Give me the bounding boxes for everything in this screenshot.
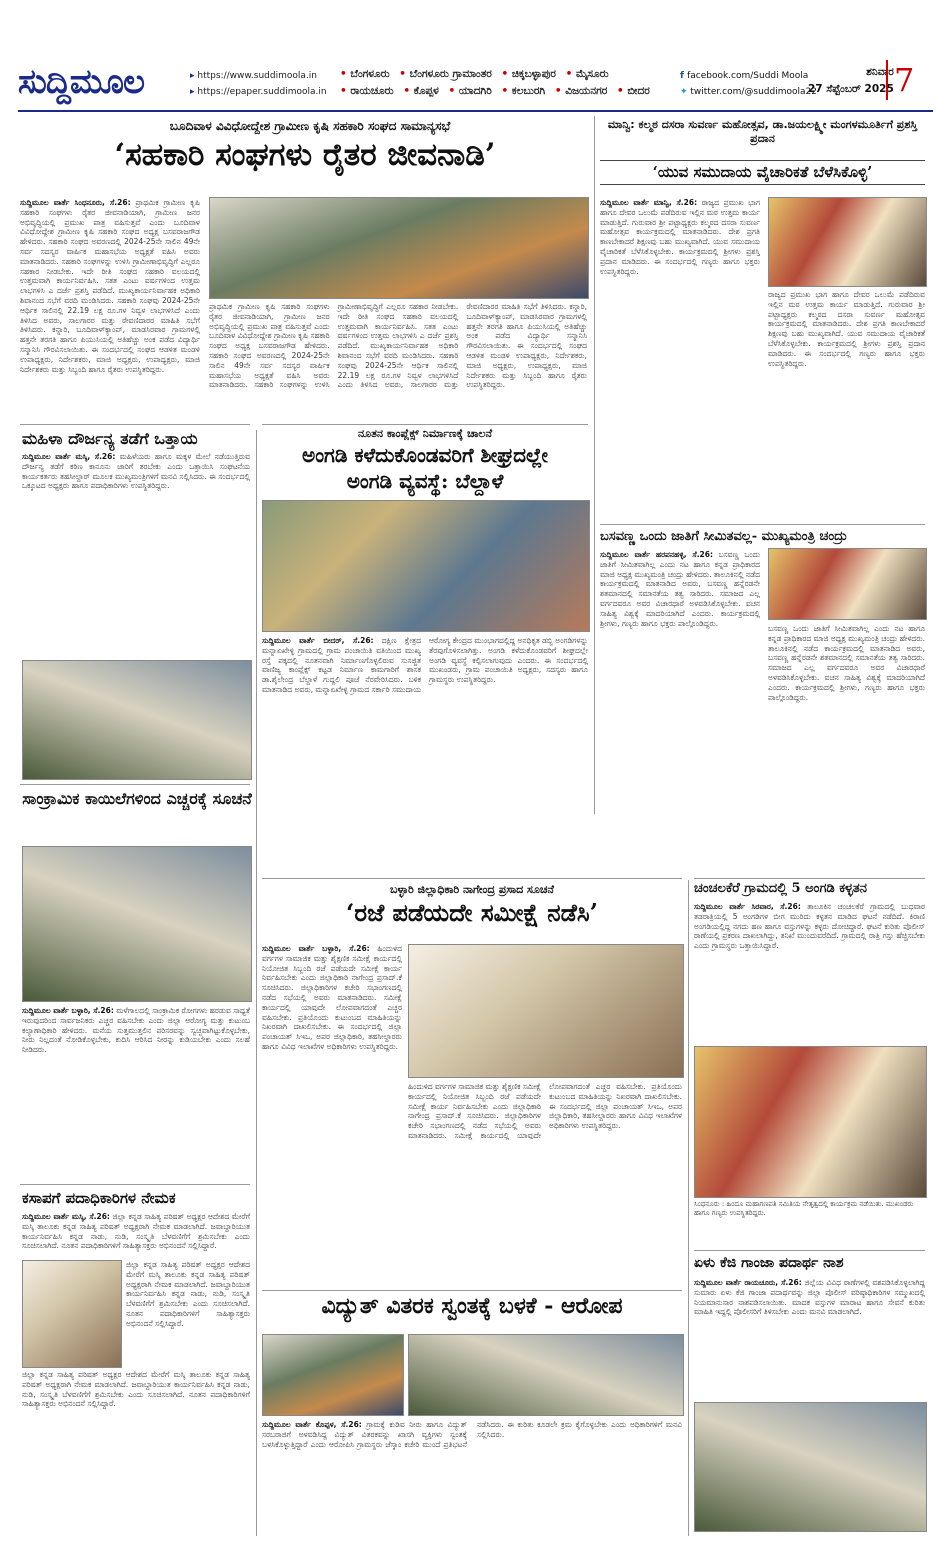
story-kicker: ಬಳ್ಳಾರಿ ಜಿಲ್ಲಾಧಿಕಾರಿ ನಾಗೇಂದ್ರ ಪ್ರಸಾದ ಸೂಚನೆ <box>390 883 554 896</box>
story-text: ಜಿಲ್ಲಾ ಕನ್ನಡ ಸಾಹಿತ್ಯ ಪರಿಷತ್ ಅಧ್ಯಕ್ಷರ ಆದೇಶದ ಮೇರೆಗೆ ಮಸ್ಕಿ ತಾಲೂಕು ಕನ್ನಡ ಸಾಹಿತ್ಯ ಪರಿಷತ್ ಅಧ್ಯಕ್ಷರಾಗಿ ನೇಮಕ ಮಾಡಲಾಗಿದೆ. ಜವಾಬ್ದಾರಿಯುತ ಕಾರ್ಯನಿರ್ವಹಿಸಿ ಕನ್ನಡ ನಾಡು, ನುಡಿ, ಸಂಸ್ಕೃತಿ ಬೆಳವಣಿಗೆಗೆ ಶ್ರಮಿಸಬೇಕು ಎಂದು ಸೂಚಿಸಲಾಗಿದೆ. ನೂತನ ಪದಾಧಿಕಾರಿಗಳಿಗೆ ಸಾಹಿತ್ಯಾಸಕ್ತರು ಅಭಿನಂದನೆ ಸಲ್ಲಿಸಿದ್ದಾರೆ. <box>126 1260 250 1328</box>
story-text: ತಾಲೂಕಿನ ಚಂಚಲಕೆರೆ ಗ್ರಾಮದಲ್ಲಿ ಬುಧವಾರ ತಡರಾತ್ರಿಯಲ್ಲಿ 5 ಅಂಗಡಿಗಳ ಬೀಗ ಮುರಿದು ಕಳ್ಳತನ ಮಾಡಿದ ಘಟನೆ ನಡೆದಿದೆ. ಕಿರಾಣಿ ಅಂಗಡಿಯಲ್ಲಿದ್ದ ನಗದು ಹಣ ಹಾಗೂ ವಸ್ತುಗಳನ್ನು ಕಳ್ಳರು ದೋಚಿದ್ದಾರೆ. ಘಟನೆ ಕುರಿತು ಪೊಲೀಸ್ ಠಾಣೆಯಲ್ಲಿ ಪ್ರಕರಣ ದಾಖಲಾಗಿದ್ದು, ತನಿಖೆ ಮುಂದುವರೆದಿದೆ. ಗ್ರಾಮದಲ್ಲಿ ರಾತ್ರಿ ಗಸ್ತು ಹೆಚ್ಚಿಸಬೇಕು ಎಂದು ಗ್ರಾಮಸ್ಥರು ಒತ್ತಾಯಿಸಿದ್ದಾರೆ. <box>694 902 925 951</box>
city-edition: • ರಾಯಚೂರು <box>340 85 394 97</box>
story-headline: ಏಳು ಕೆಜಿ ಗಾಂಜಾ ಪದಾರ್ಥ ನಾಶ <box>694 1255 844 1271</box>
story-body-continued <box>22 1370 250 1530</box>
city-edition: • ಬೀದರ <box>617 85 650 97</box>
story-photo <box>408 1334 684 1416</box>
city-edition: • ಕೊಪ್ಪಳ <box>403 85 438 97</box>
story-body <box>694 1278 925 1398</box>
story-headline: ಚಂಚಲಕೆರೆ ಗ್ರಾಮದಲ್ಲಿ 5 ಅಂಗಡಿ ಕಳ್ಳತನ <box>694 881 868 896</box>
story-body-continued <box>126 1260 250 1366</box>
city-edition: • ಬೆಂಗಳೂರು <box>340 68 390 80</box>
story-photo <box>262 500 590 632</box>
portrait-photo <box>22 1260 122 1368</box>
weekday: ಶನಿವಾರ <box>866 66 894 78</box>
story-photo <box>768 548 927 620</box>
city-edition: • ಕಲಬುರಗಿ <box>502 85 546 97</box>
story-headline-line2: ಅಂಗಡಿ ವ್ಯವಸ್ಥೆ: ಬೆಲ್ದಾಳೆ <box>346 469 504 493</box>
story-text: ಹಿಂದುಳಿದ ವರ್ಗಗಳ ಸಾಮಾಜಿಕ ಮತ್ತು ಶೈಕ್ಷಣಿಕ ಸಮೀಕ್ಷೆ ಕಾರ್ಯದಲ್ಲಿ ನಿಯೋಜಿತ ಸಿಬ್ಬಂದಿ ರಜೆ ಪಡೆಯದೇ ಸಮೀಕ್ಷೆ ಕಾರ್ಯ ನಿರ್ವಹಿಸಬೇಕು ಎಂದು ಜಿಲ್ಲಾಧಿಕಾರಿ ನಾಗೇಂದ್ರ ಪ್ರಸಾದ್.ಕೆ ಸೂಚಿಸಿದರು. ಜಿಲ್ಲಾಧಿಕಾರಿಗಳ ಕಚೇರಿ ಸಭಾಂಗಣದಲ್ಲಿ ನಡೆದ ಸಭೆಯಲ್ಲಿ ಅವರು ಮಾತನಾಡಿದರು. ಸಮೀಕ್ಷೆ ಕಾರ್ಯದಲ್ಲಿ ಯಾವುದೇ ಲೋಪವಾಗದಂತೆ ಎಚ್ಚರ ವಹಿಸಬೇಕು. ಪ್ರತಿಯೊಂದು ಕುಟುಂಬದ ಮಾಹಿತಿಯನ್ನು ನಿಖರವಾಗಿ ದಾಖಲಿಸಬೇಕು. ಈ ಸಂದರ್ಭದಲ್ಲಿ ಜಿಲ್ಲಾ ಪಂಚಾಯತ್ ಸಿಇಒ, ಅಪರ ಜಿಲ್ಲಾಧಿಕಾರಿ, ತಹಸೀಲ್ದಾರರು ಹಾಗೂ ವಿವಿಧ ಇಲಾಖೆಗಳ ಅಧಿಕಾರಿಗಳು ಉಪಸ್ಥಿತರಿದ್ದರು. <box>262 944 402 1051</box>
story-headline: ವಿದ್ಯುತ್ ವಿತರಕ ಸ್ವಂತಕ್ಕೆ ಬಳಕೆ - ಆರೋಪ <box>321 1293 623 1319</box>
story-body-continued <box>209 302 587 420</box>
story-byline: ಸುದ್ದಿಮೂಲ ವಾರ್ತೆ ಸಿಂಧನೂರು, ಸೆ.26: <box>20 198 131 207</box>
story-text: ರಾಜ್ಯದ ಪ್ರಮುಖ ಭಾಗ ಹಾಗೂ ದೇವರ ಒಲುಮೆ ಪಡೆದಿರುವ ಇಲ್ಲಿನ ಮಠ ಉತ್ತಮ ಕಾರ್ಯ ಮಾಡುತ್ತಿದೆ. ಗುರುವಾರ ಶ್ರೀ ಪಟ್ಟಾಧ್ಯಕ್ಷರು ಕಲ್ಮಠದ ದಸರಾ ಸುವರ್ಣ ಮಹೋತ್ಸವ ಕಾರ್ಯಕ್ರಮದಲ್ಲಿ ಮಾತನಾಡಿದರು. ದೇಶ ಪ್ರಗತಿ ಕಾಣಬೇಕಾದರೆ ಶಿಕ್ಷಣವು ಬಹು ಮುಖ್ಯವಾಗಿದೆ. ಯುವ ಸಮುದಾಯ ವೈಚಾರಿಕತೆ ಬೆಳೆಸಿಕೊಳ್ಳಬೇಕು. ಕಾರ್ಯಕ್ರಮದಲ್ಲಿ ಶ್ರೀಗಳು ಪ್ರಶಸ್ತಿ ಪ್ರದಾನ ಮಾಡಿದರು. ಈ ಸಂದರ್ಭದಲ್ಲಿ ಗಣ್ಯರು ಹಾಗೂ ಭಕ್ತರು ಉಪಸ್ಥಿತರಿದ್ದರು. <box>768 290 925 368</box>
section-divider <box>20 1184 250 1185</box>
story-body <box>262 1420 682 1530</box>
story-headline: ‘ಯುವ ಸಮುದಾಯ ವೈಚಾರಿಕತೆ ಬೆಳೆಸಿಕೊಳ್ಳಿ’ <box>600 160 925 185</box>
story-photo <box>209 197 589 299</box>
story-byline: ಸುದ್ದಿಮೂಲ ವಾರ್ತೆ ಹರಪನಹಳ್ಳಿ, ಸೆ.26: <box>600 550 713 559</box>
story-byline: ಸುದ್ದಿಮೂಲ ವಾರ್ತೆ ಬಳ್ಳಾರಿ, ಸೆ.26: <box>262 944 370 953</box>
story-text: ಜಿಲ್ಲಾ ಕನ್ನಡ ಸಾಹಿತ್ಯ ಪರಿಷತ್ ಅಧ್ಯಕ್ಷರ ಆದೇಶದ ಮೇರೆಗೆ ಮಸ್ಕಿ ತಾಲೂಕು ಕನ್ನಡ ಸಾಹಿತ್ಯ ಪರಿಷತ್ ಅಧ್ಯಕ್ಷರಾಗಿ ನೇಮಕ ಮಾಡಲಾಗಿದೆ. ಜವಾಬ್ದಾರಿಯುತ ಕಾರ್ಯನಿರ್ವಹಿಸಿ ಕನ್ನಡ ನಾಡು, ನುಡಿ, ಸಂಸ್ಕೃತಿ ಬೆಳವಣಿಗೆಗೆ ಶ್ರಮಿಸಬೇಕು ಎಂದು ಸೂಚಿಸಲಾಗಿದೆ. ನೂತನ ಪದಾಧಿಕಾರಿಗಳಿಗೆ ಸಾಹಿತ್ಯಾಸಕ್ತರು ಅಭಿನಂದನೆ ಸಲ್ಲಿಸಿದ್ದಾರೆ. <box>22 1212 250 1251</box>
story-photo <box>694 1402 927 1532</box>
story-body <box>22 452 250 652</box>
story-byline: ಸುದ್ದಿಮೂಲ ವಾರ್ತೆ ಬೀದರ್, ಸೆ.26: <box>262 636 374 645</box>
story-headline: ಸಾಂಕ್ರಾಮಿಕ ಕಾಯಿಲೆಗಳಿಂದ ಎಚ್ಚರಕ್ಕೆ ಸೂಚನೆ <box>22 789 252 808</box>
epaper-link[interactable]: ▸ https://epaper.suddimoola.in <box>190 84 327 100</box>
twitter-icon: ✦ <box>680 87 691 97</box>
story-photo <box>768 197 927 287</box>
story-headline: ‘ಸಹಕಾರಿ ಸಂಘಗಳು ರೈತರ ಜೀವನಾಡಿ’ <box>114 137 496 173</box>
story-headline: ಮಹಿಳಾ ದೌರ್ಜನ್ಯ ತಡೆಗೆ ಒತ್ತಾಯ <box>22 429 198 448</box>
story-byline: ಸುದ್ದಿಮೂಲ ವಾರ್ತೆ ಬಳ್ಳಾರಿ, ಸೆ.26: <box>22 1006 114 1015</box>
story-text: ಪ್ರಾಥಮಿಕ ಗ್ರಾಮೀಣ ಕೃಷಿ ಸಹಕಾರಿ ಸಂಘಗಳು ರೈತರ ಜೀವನಾಡಿಯಾಗಿ, ಗ್ರಾಮೀಣ ಜನರ ಅಭಿವೃದ್ಧಿಯಲ್ಲಿ ಪ್ರಮುಖ ಪಾತ್ರ ವಹಿಸುತ್ತವೆ ಎಂದು ಬೂದಿವಾಳ ವಿವಿಧೋದ್ದೇಶ ಗ್ರಾಮೀಣ ಕೃಷಿ ಸಹಕಾರಿ ಸಂಘದ ಅಧ್ಯಕ್ಷ ಬಸವರಾಜಗೌಡ ಹೇಳಿದರು. ಸಹಕಾರಿ ಸಂಘದ ಅವರಣದಲ್ಲಿ 2024-25ನೇ ಸಾಲಿನ 49ನೇ ಸರ್ವ ಸದಸ್ಯರ ವಾರ್ಷಿಕ ಮಹಾಸಭೆಯ ಅಧ್ಯಕ್ಷತೆ ವಹಿಸಿ ಅವರು ಮಾತನಾಡಿದರು. ಸಹಕಾರಿ ಸಂಘಗಳನ್ನು ಉಳಿಸಿ ಗ್ರಾಮೀಣಾಭಿವೃದ್ಧಿಗೆ ಎಲ್ಲರೂ ಸಹಕಾರ ನೀಡಬೇಕು. ಇದೇ ರೀತಿ ಸಂಘದ ಸಹಕಾರಿ ವಲಯದಲ್ಲಿ ಉತ್ತಮವಾಗಿ ಕಾರ್ಯನಿರ್ವಹಿಸಿ. ಸತತ ಎಂಟು ವರ್ಷಗಳಿಂದ ಉತ್ತಮ ಲಾಭಗಳಿಸಿ ಎ ದರ್ಜೆ ಪ್ರಶಸ್ತಿ ಪಡೆದಿದೆ. ಮುಖ್ಯಕಾರ್ಯನಿರ್ವಾಹಕ ಅಧಿಕಾರಿ ಶಿವಾನಂದ ಸಭೆಗೆ ವರದಿ ಮಂಡಿಸಿದರು. ಸಹಕಾರಿ ಸಂಘವು 2024-25ನೇ ಆರ್ಥಿಕ ಸಾಲಿನಲ್ಲಿ 22.19 ಲಕ್ಷ ರೂ.ಗಳ ನಿವ್ವಳ ಲಾಭಗಳಿಸಿದೆ ಎಂದು ತಿಳಿಸಿದ ಅವರು, ಸಾಲಗಾರರ ಮತ್ತು ಠೇವಣಿದಾರರ ಮಾಹಿತಿ ಸಭೆಗೆ ತಿಳಿಸಿದರು. ಕನ್ನಾರಿ, ಬೂದಿವಾಳ್‌ಕ್ಯಾಂಪ್, ಮಾಡಸಿರವಾರ ಗ್ರಾಮಗಳಲ್ಲಿ ಹತ್ತನೇ ತರಗತಿ ಹಾಗೂ ಪಿಯುಸಿಯಲ್ಲಿ ಅತಿಹೆಚ್ಚು ಅಂಕ ಪಡೆದ ವಿದ್ಯಾರ್ಥಿ ಸನ್ಮಾನಿಸಿ ಗೌರವಿಸಲಾಯಿತು. ಈ ಸಂದರ್ಭದಲ್ಲಿ ಸಂಘದ ಆಡಳಿತ ಮಂಡಳಿ ಉಪಾಧ್ಯಕ್ಷರು, ನಿರ್ದೇಶಕರು, ಮಾಜಿ ಅಧ್ಯಕ್ಷರು, ಉಪಾಧ್ಯಕ್ಷರು, ಮಾಜಿ ನಿರ್ದೇಶಕರು ಮತ್ತು ಸಿಬ್ಬಂದಿ ಹಾಗೂ ರೈತರು ಉಪಸ್ಥಿತರಿದ್ದರು. <box>209 302 587 390</box>
story-body-continued <box>768 290 925 518</box>
story-body <box>600 550 760 870</box>
masthead-divider <box>18 110 933 112</box>
story-byline: ಸುದ್ದಿಮೂಲ ವಾರ್ತೆ ಮಸ್ಕಿ, ಸೆ.26: <box>22 452 116 461</box>
story-body <box>600 198 760 518</box>
story-text: ಬಸವಣ್ಣ ಒಂದು ಜಾತಿಗೆ ಸೀಮಿತವಾಗಿಲ್ಲ ಎಂದು ನಟ ಹಾಗೂ ಕನ್ನಡ ಪ್ರಾಧಿಕಾರದ ಮಾಜಿ ಅಧ್ಯಕ್ಷ ಮುಖ್ಯಮಂತ್ರಿ ಚಂದ್ರು ಹೇಳಿದರು. ತಾಲೂಕಿನಲ್ಲಿ ನಡೆದ ಕಾರ್ಯಕ್ರಮದಲ್ಲಿ ಮಾತನಾಡಿದ ಅವರು, ಬಸವಣ್ಣ ಹನ್ನೆರಡನೇ ಶತಮಾನದಲ್ಲಿ ಸಮಾನತೆಯ ತತ್ವ ಸಾರಿದರು. ಸಮಾಜದ ಎಲ್ಲ ವರ್ಗದವರೂ ಅವರ ವಿಚಾರಧಾರೆ ಅಳವಡಿಸಿಕೊಳ್ಳಬೇಕು. ವಚನ ಸಾಹಿತ್ಯ ವಿಶ್ವಕ್ಕೆ ಮಾದರಿಯಾಗಿದೆ ಎಂದರು. ಕಾರ್ಯಕ್ರಮದಲ್ಲಿ ಶ್ರೀಗಳು, ಗಣ್ಯರು ಹಾಗೂ ಭಕ್ತರು ಪಾಲ್ಗೊಂಡಿದ್ದರು. <box>600 550 760 628</box>
story-body <box>20 198 200 418</box>
section-divider <box>600 524 925 525</box>
story-text: ಹಿಂದುಳಿದ ವರ್ಗಗಳ ಸಾಮಾಜಿಕ ಮತ್ತು ಶೈಕ್ಷಣಿಕ ಸಮೀಕ್ಷೆ ಕಾರ್ಯದಲ್ಲಿ ನಿಯೋಜಿತ ಸಿಬ್ಬಂದಿ ರಜೆ ಪಡೆಯದೇ ಸಮೀಕ್ಷೆ ಕಾರ್ಯ ನಿರ್ವಹಿಸಬೇಕು ಎಂದು ಜಿಲ್ಲಾಧಿಕಾರಿ ನಾಗೇಂದ್ರ ಪ್ರಸಾದ್.ಕೆ ಸೂಚಿಸಿದರು. ಜಿಲ್ಲಾಧಿಕಾರಿಗಳ ಕಚೇರಿ ಸಭಾಂಗಣದಲ್ಲಿ ನಡೆದ ಸಭೆಯಲ್ಲಿ ಅವರು ಮಾತನಾಡಿದರು. ಸಮೀಕ್ಷೆ ಕಾರ್ಯದಲ್ಲಿ ಯಾವುದೇ ಲೋಪವಾಗದಂತೆ ಎಚ್ಚರ ವಹಿಸಬೇಕು. ಪ್ರತಿಯೊಂದು ಕುಟುಂಬದ ಮಾಹಿತಿಯನ್ನು ನಿಖರವಾಗಿ ದಾಖಲಿಸಬೇಕು. ಈ ಸಂದರ್ಭದಲ್ಲಿ ಜಿಲ್ಲಾ ಪಂಚಾಯತ್ ಸಿಇಒ, ಅಪರ ಜಿಲ್ಲಾಧಿಕಾರಿ, ತಹಸೀಲ್ದಾರರು ಹಾಗೂ ವಿವಿಧ ಇಲಾಖೆಗಳ ಅಧಿಕಾರಿಗಳು ಉಪಸ್ಥಿತರಿದ್ದರು. <box>408 1082 682 1140</box>
story-kicker: ನೂತನ ಕಾಂಪ್ಲೆಕ್ಸ್ ನಿರ್ಮಾಣಕ್ಕೆ ಚಾಲನೆ <box>357 427 493 440</box>
story-body <box>262 944 402 1244</box>
section-divider <box>20 784 250 785</box>
story-text: ಗ್ರಾಮಕ್ಕೆ ಕುಡಿವ ನೀರು ಹಾಗೂ ವಿದ್ಯುತ್ ಸರಬರಾಜಿಗೆ ಅಳವಡಿಸಿದ್ದ ವಿದ್ಯುತ್ ವಿತರಕವನ್ನು ಖಾಸಗಿ ವ್ಯಕ್ತಿಗಳು ಸ್ವಂತಕ್ಕೆ ಬಳಸಿಕೊಳ್ಳುತ್ತಿದ್ದಾರೆ ಎಂದು ಆರೋಪಿಸಿ ಗ್ರಾಮಸ್ಥರು ಜೆಸ್ಕಾಂ ಕಚೇರಿ ಮುಂದೆ ಪ್ರತಿಭಟನೆ ನಡೆಸಿದರು. ಈ ಕುರಿತು ಕೂಡಲೇ ಕ್ರಮ ಕೈಗೊಳ್ಳಬೇಕು ಎಂದು ಅಧಿಕಾರಿಗಳಿಗೆ ಮನವಿ ಸಲ್ಲಿಸಿದರು. <box>262 1420 682 1449</box>
story-photo <box>22 846 252 1002</box>
story-byline: ಸುದ್ದಿಮೂಲ ವಾರ್ತೆ ಮಾನ್ವಿ, ಸೆ.26: <box>600 198 698 207</box>
masthead <box>18 60 933 106</box>
story-headline: ಕಸಾಪಗೆ ಪದಾಧಿಕಾರಿಗಳ ನೇಮಕ <box>22 1189 176 1207</box>
story-body <box>262 636 588 808</box>
column-divider <box>256 430 257 1536</box>
story-text: ದಕ್ಷಿಣ ಕ್ಷೇತ್ರದ ಮನ್ನಾಏಖೇಳ್ಳಿ ಗ್ರಾಮದಲ್ಲಿ ಗ್ರಾಮ ಪಂಚಾಯಿತಿ ವತಿಯಿಂದ ಮುಖ್ಯ ರಸ್ತೆ ಪಕ್ಕದಲ್ಲಿ ನೂತನವಾಗಿ ನಿರ್ಮಾಣಗೊಳ್ಳಲಿರುವ ಸುಸಜ್ಜಿತ ವಾಣಿಜ್ಯ ಕಾಂಪ್ಲೆಕ್ಸ್ ಕಟ್ಟಡ ನಿರ್ಮಾಣ ಕಾಮಗಾರಿಗೆ ಶಾಸಕ ಡಾ.ಶೈಲೇಂದ್ರ ಬೆಲ್ದಾಳೆ ಗುದ್ದಲಿ ಪೂಜೆ ನೆರವೇರಿಸಿದರು. ಬಳಿಕ ಮಾತನಾಡಿದ ಅವರು, ಮನ್ನಾಏಖೇಳ್ಳಿ ಗ್ರಾಮದ ಸರ್ಕಾರಿ ಸಮುದಾಯ ಆರೋಗ್ಯ ಕೇಂದ್ರದ ಮುಂಭಾಗದಲ್ಲಿದ್ದ ಅನಧಿಕೃತ ಡಬ್ಬಿ ಅಂಗಡಿಗಳನ್ನು ತೆರವುಗೊಳಿಸಲಾಗಿತ್ತು. ಅಂಗಡಿ ಕಳೆದುಕೊಂಡವರಿಗೆ ಶೀಘ್ರದಲ್ಲೇ ಅಂಗಡಿ ವ್ಯವಸ್ಥೆ ಕಲ್ಪಿಸಲಾಗುವುದು ಎಂದರು. ಈ ಸಂದರ್ಭದಲ್ಲಿ ಮುಖಂಡರು, ಗ್ರಾಮ ಪಂಚಾಯಿತಿ ಅಧ್ಯಕ್ಷರು, ಸದಸ್ಯರು ಹಾಗೂ ಗ್ರಾಮಸ್ಥರು ಉಪಸ್ಥಿತರಿದ್ದರು. <box>262 636 588 694</box>
story-byline: ಸುದ್ದಿಮೂಲ ವಾರ್ತೆ ಸಿರವಾರ, ಸೆ.26: <box>694 902 801 911</box>
photo-caption: ಸಿಂಧನೂರು : ಹಿಂದೂ ಮಹಾಗಣಪತಿ ಸಮಿತಿಯ ನೇತೃತ್ವದಲ್ಲಿ ಕಾರ್ಯಕ್ರಮ ನಡೆಯಿತು. ಮುಖಂಡರು ಹಾಗೂ ಗಣ್ಯರು ಉಪಸ್ಥಿತರಿದ್ದರು. <box>694 1200 914 1217</box>
section-divider <box>694 878 925 879</box>
story-photo <box>262 1334 404 1416</box>
story-text: ಮಹಿಳೆಯರು ಹಾಗೂ ಮಕ್ಕಳ ಮೇಲೆ ನಡೆಯುತ್ತಿರುವ ದೌರ್ಜನ್ಯ ತಡೆಗೆ ಕಠಿಣ ಕಾನೂನು ಜಾರಿಗೆ ತರಬೇಕು ಎಂದು ಒತ್ತಾಯಿಸಿ ಸಂಘಟನೆಯ ಕಾರ್ಯಕರ್ತರು ತಹಸೀಲ್ದಾರ್ ಮೂಲಕ ಮುಖ್ಯಮಂತ್ರಿಗಳಿಗೆ ಮನವಿ ಸಲ್ಲಿಸಿದರು. ಈ ಸಂದರ್ಭದಲ್ಲಿ ಒಕ್ಕೂಟದ ಅಧ್ಯಕ್ಷರು ಹಾಗೂ ಪದಾಧಿಕಾರಿಗಳು ಉಪಸ್ಥಿತರಿದ್ದರು. <box>22 452 250 491</box>
story-body <box>694 902 925 1040</box>
story-text: ಬಸವಣ್ಣ ಒಂದು ಜಾತಿಗೆ ಸೀಮಿತವಾಗಿಲ್ಲ ಎಂದು ನಟ ಹಾಗೂ ಕನ್ನಡ ಪ್ರಾಧಿಕಾರದ ಮಾಜಿ ಅಧ್ಯಕ್ಷ ಮುಖ್ಯಮಂತ್ರಿ ಚಂದ್ರು ಹೇಳಿದರು. ತಾಲೂಕಿನಲ್ಲಿ ನಡೆದ ಕಾರ್ಯಕ್ರಮದಲ್ಲಿ ಮಾತನಾಡಿದ ಅವರು, ಬಸವಣ್ಣ ಹನ್ನೆರಡನೇ ಶತಮಾನದಲ್ಲಿ ಸಮಾನತೆಯ ತತ್ವ ಸಾರಿದರು. ಸಮಾಜದ ಎಲ್ಲ ವರ್ಗದವರೂ ಅವರ ವಿಚಾರಧಾರೆ ಅಳವಡಿಸಿಕೊಳ್ಳಬೇಕು. ವಚನ ಸಾಹಿತ್ಯ ವಿಶ್ವಕ್ಕೆ ಮಾದರಿಯಾಗಿದೆ ಎಂದರು. ಕಾರ್ಯಕ್ರಮದಲ್ಲಿ ಶ್ರೀಗಳು, ಗಣ್ಯರು ಹಾಗೂ ಭಕ್ತರು ಪಾಲ್ಗೊಂಡಿದ್ದರು. <box>768 624 925 702</box>
newspaper-logo: ಸುದ್ದಿಮೂಲ <box>18 62 144 102</box>
story-body <box>22 1212 250 1256</box>
section-divider <box>262 1290 682 1291</box>
city-editions <box>340 66 670 100</box>
story-byline: ಸುದ್ದಿಮೂಲ ವಾರ್ತೆ ರಾಯಚೂರು, ಸೆ.26: <box>694 1278 802 1287</box>
story-kicker: ಮಾನ್ವಿ: ಕಲ್ಮಠ ದಸರಾ ಸುವರ್ಣ ಮಹೋತ್ಸವ, ಡಾ.ಜಯಲಕ್ಷ್ಮೀ ಮಂಗಳಮೂರ್ತಿಗೆ ಪ್ರಶಸ್ತಿ ಪ್ರದಾನ <box>607 118 918 145</box>
story-byline: ಸುದ್ದಿಮೂಲ ವಾರ್ತೆ ಮಸ್ಕಿ, ಸೆ.26: <box>22 1212 110 1221</box>
section-divider <box>694 1250 925 1251</box>
story-text: ಜಿಲ್ಲೆಯ ವಿವಿಧ ಠಾಣೆಗಳಲ್ಲಿ ವಶಪಡಿಸಿಕೊಳ್ಳಲಾಗಿದ್ದ ಸುಮಾರು ಏಳು ಕೆಜಿ ಗಾಂಜಾ ಪದಾರ್ಥವನ್ನು ಜಿಲ್ಲಾ ಪೊಲೀಸ್ ವರಿಷ್ಠಾಧಿಕಾರಿಗಳ ಸಮ್ಮುಖದಲ್ಲಿ ನಿಯಮಾನುಸಾರ ನಾಶಪಡಿಸಲಾಯಿತು. ಮಾದಕ ವಸ್ತುಗಳ ಮಾರಾಟ ಹಾಗೂ ಸೇವನೆ ಕುರಿತು ಮಾಹಿತಿ ಇದ್ದಲ್ಲಿ ಪೊಲೀಸರಿಗೆ ತಿಳಿಸಬೇಕು ಎಂದು ಮನವಿ ಮಾಡಲಾಗಿದೆ. <box>694 1278 925 1317</box>
story-photo <box>408 944 684 1078</box>
date-block <box>808 64 894 98</box>
story-headline: ‘ರಜೆ ಪಡೆಯದೇ ಸಮೀಕ್ಷೆ ನಡೆಸಿ’ <box>346 898 598 927</box>
column-divider <box>594 116 595 814</box>
website-links <box>190 68 327 100</box>
story-text: ರಾಜ್ಯದ ಪ್ರಮುಖ ಭಾಗ ಹಾಗೂ ದೇವರ ಒಲುಮೆ ಪಡೆದಿರುವ ಇಲ್ಲಿನ ಮಠ ಉತ್ತಮ ಕಾರ್ಯ ಮಾಡುತ್ತಿದೆ. ಗುರುವಾರ ಶ್ರೀ ಪಟ್ಟಾಧ್ಯಕ್ಷರು ಕಲ್ಮಠದ ದಸರಾ ಸುವರ್ಣ ಮಹೋತ್ಸವ ಕಾರ್ಯಕ್ರಮದಲ್ಲಿ ಮಾತನಾಡಿದರು. ದೇಶ ಪ್ರಗತಿ ಕಾಣಬೇಕಾದರೆ ಶಿಕ್ಷಣವು ಬಹು ಮುಖ್ಯವಾಗಿದೆ. ಯುವ ಸಮುದಾಯ ವೈಚಾರಿಕತೆ ಬೆಳೆಸಿಕೊಳ್ಳಬೇಕು. ಕಾರ್ಯಕ್ರಮದಲ್ಲಿ ಶ್ರೀಗಳು ಪ್ರಶಸ್ತಿ ಪ್ರದಾನ ಮಾಡಿದರು. ಈ ಸಂದರ್ಭದಲ್ಲಿ ಗಣ್ಯರು ಹಾಗೂ ಭಕ್ತರು ಉಪಸ್ಥಿತರಿದ್ದರು. <box>600 198 760 276</box>
section-divider <box>262 424 588 425</box>
story-kicker: ಬೂದಿವಾಳ ವಿವಿಧೋದ್ದೇಶ ಗ್ರಾಮೀಣ ಕೃಷಿ ಸಹಕಾರಿ ಸಂಘದ ಸಾಮಾನ್ಯಸಭೆ <box>169 119 451 133</box>
story-byline: ಸುದ್ದಿಮೂಲ ವಾರ್ತೆ ಕೊಪ್ಪಳ, ಸೆ.26: <box>262 1420 362 1429</box>
column-divider <box>688 880 689 1536</box>
issue-date: 27 ಸೆಪ್ಟೆಂಬರ್ 2025 <box>808 83 894 95</box>
event-photo <box>694 1046 927 1198</box>
page-number: 7 <box>886 60 914 100</box>
twitter-link[interactable]: twitter.com/@suddimoola22 <box>690 87 817 97</box>
facebook-icon: f <box>680 71 688 81</box>
story-body-continued <box>768 624 925 870</box>
city-edition: • ಯಾದಗಿರಿ <box>448 85 491 97</box>
story-headline: ಬಸವಣ್ಣ ಒಂದು ಜಾತಿಗೆ ಸೀಮಿತವಲ್ಲ- ಮುಖ್ಯಮಂತ್ರಿ ಚಂದ್ರು <box>600 529 848 544</box>
story-headline: ಅಂಗಡಿ ಕಳೆದುಕೊಂಡವರಿಗೆ ಶೀಘ್ರದಲ್ಲೇ <box>302 443 548 467</box>
story-text: ಜಿಲ್ಲಾ ಕನ್ನಡ ಸಾಹಿತ್ಯ ಪರಿಷತ್ ಅಧ್ಯಕ್ಷರ ಆದೇಶದ ಮೇರೆಗೆ ಮಸ್ಕಿ ತಾಲೂಕು ಕನ್ನಡ ಸಾಹಿತ್ಯ ಪರಿಷತ್ ಅಧ್ಯಕ್ಷರಾಗಿ ನೇಮಕ ಮಾಡಲಾಗಿದೆ. ಜವಾಬ್ದಾರಿಯುತ ಕಾರ್ಯನಿರ್ವಹಿಸಿ ಕನ್ನಡ ನಾಡು, ನುಡಿ, ಸಂಸ್ಕೃತಿ ಬೆಳವಣಿಗೆಗೆ ಶ್ರಮಿಸಬೇಕು ಎಂದು ಸೂಚಿಸಲಾಗಿದೆ. ನೂತನ ಪದಾಧಿಕಾರಿಗಳಿಗೆ ಸಾಹಿತ್ಯಾಸಕ್ತರು ಅಭಿನಂದನೆ ಸಲ್ಲಿಸಿದ್ದಾರೆ. <box>22 1370 250 1409</box>
section-divider <box>262 878 682 879</box>
city-edition: • ಬೆಂಗಳೂರು ಗ್ರಾಮಾಂತರ <box>399 68 492 80</box>
section-divider <box>20 424 250 425</box>
city-edition: • ಚಿಕ್ಕಬಳ್ಳಾಪುರ <box>501 68 555 80</box>
city-edition: • ಮೈಸೂರು <box>566 68 609 80</box>
story-body <box>22 1006 250 1180</box>
story-photo <box>22 660 252 780</box>
social-links <box>680 68 817 100</box>
story-text: ಮಳೆಗಾಲದಲ್ಲಿ ಸಾಂಕ್ರಾಮಿಕ ರೋಗಗಳು ಹರಡುವ ಸಾಧ್ಯತೆ ಇರುವುದರಿಂದ ಸಾರ್ವಜನಿಕರು ಎಚ್ಚರ ವಹಿಸಬೇಕು ಎಂದು ಜಿಲ್ಲಾ ಆರೋಗ್ಯ ಮತ್ತು ಕುಟುಂಬ ಕಲ್ಯಾಣಾಧಿಕಾರಿ ಹೇಳಿದರು. ಮನೆಯ ಸುತ್ತಮುತ್ತಲಿನ ಪರಿಸರವನ್ನು ಸ್ವಚ್ಛವಾಗಿಟ್ಟುಕೊಳ್ಳಬೇಕು, ನೀರು ನಿಲ್ಲದಂತೆ ನೋಡಿಕೊಳ್ಳಬೇಕು, ಕುದಿಸಿ ಆರಿಸಿದ ನೀರನ್ನು ಕುಡಿಯಬೇಕು ಎಂದು ಸಲಹೆ ನೀಡಿದರು. <box>22 1006 250 1055</box>
story-body-continued <box>408 1082 682 1286</box>
city-edition: • ವಿಜಯನಗರ <box>555 85 608 97</box>
story-text: ಪ್ರಾಥಮಿಕ ಗ್ರಾಮೀಣ ಕೃಷಿ ಸಹಕಾರಿ ಸಂಘಗಳು ರೈತರ ಜೀವನಾಡಿಯಾಗಿ, ಗ್ರಾಮೀಣ ಜನರ ಅಭಿವೃದ್ಧಿಯಲ್ಲಿ ಪ್ರಮುಖ ಪಾತ್ರ ವಹಿಸುತ್ತವೆ ಎಂದು ಬೂದಿವಾಳ ವಿವಿಧೋದ್ದೇಶ ಗ್ರಾಮೀಣ ಕೃಷಿ ಸಹಕಾರಿ ಸಂಘದ ಅಧ್ಯಕ್ಷ ಬಸವರಾಜಗೌಡ ಹೇಳಿದರು. ಸಹಕಾರಿ ಸಂಘದ ಅವರಣದಲ್ಲಿ 2024-25ನೇ ಸಾಲಿನ 49ನೇ ಸರ್ವ ಸದಸ್ಯರ ವಾರ್ಷಿಕ ಮಹಾಸಭೆಯ ಅಧ್ಯಕ್ಷತೆ ವಹಿಸಿ ಅವರು ಮಾತನಾಡಿದರು. ಸಹಕಾರಿ ಸಂಘಗಳನ್ನು ಉಳಿಸಿ ಗ್ರಾಮೀಣಾಭಿವೃದ್ಧಿಗೆ ಎಲ್ಲರೂ ಸಹಕಾರ ನೀಡಬೇಕು. ಇದೇ ರೀತಿ ಸಂಘದ ಸಹಕಾರಿ ವಲಯದಲ್ಲಿ ಉತ್ತಮವಾಗಿ ಕಾರ್ಯನಿರ್ವಹಿಸಿ. ಸತತ ಎಂಟು ವರ್ಷಗಳಿಂದ ಉತ್ತಮ ಲಾಭಗಳಿಸಿ ಎ ದರ್ಜೆ ಪ್ರಶಸ್ತಿ ಪಡೆದಿದೆ. ಮುಖ್ಯಕಾರ್ಯನಿರ್ವಾಹಕ ಅಧಿಕಾರಿ ಶಿವಾನಂದ ಸಭೆಗೆ ವರದಿ ಮಂಡಿಸಿದರು. ಸಹಕಾರಿ ಸಂಘವು 2024-25ನೇ ಆರ್ಥಿಕ ಸಾಲಿನಲ್ಲಿ 22.19 ಲಕ್ಷ ರೂ.ಗಳ ನಿವ್ವಳ ಲಾಭಗಳಿಸಿದೆ ಎಂದು ತಿಳಿಸಿದ ಅವರು, ಸಾಲಗಾರರ ಮತ್ತು ಠೇವಣಿದಾರರ ಮಾಹಿತಿ ಸಭೆಗೆ ತಿಳಿಸಿದರು. ಕನ್ನಾರಿ, ಬೂದಿವಾಳ್‌ಕ್ಯಾಂಪ್, ಮಾಡಸಿರವಾರ ಗ್ರಾಮಗಳಲ್ಲಿ ಹತ್ತನೇ ತರಗತಿ ಹಾಗೂ ಪಿಯುಸಿಯಲ್ಲಿ ಅತಿಹೆಚ್ಚು ಅಂಕ ಪಡೆದ ವಿದ್ಯಾರ್ಥಿ ಸನ್ಮಾನಿಸಿ ಗೌರವಿಸಲಾಯಿತು. ಈ ಸಂದರ್ಭದಲ್ಲಿ ಸಂಘದ ಆಡಳಿತ ಮಂಡಳಿ ಉಪಾಧ್ಯಕ್ಷರು, ನಿರ್ದೇಶಕರು, ಮಾಜಿ ಅಧ್ಯಕ್ಷರು, ಉಪಾಧ್ಯಕ್ಷರು, ಮಾಜಿ ನಿರ್ದೇಶಕರು ಮತ್ತು ಸಿಬ್ಬಂದಿ ಹಾಗೂ ರೈತರು ಉಪಸ್ಥಿತರಿದ್ದರು. <box>20 198 200 374</box>
facebook-link[interactable]: facebook.com/Suddi Moola <box>687 71 809 81</box>
website-link[interactable]: ▸ https://www.suddimoola.in <box>190 68 327 84</box>
